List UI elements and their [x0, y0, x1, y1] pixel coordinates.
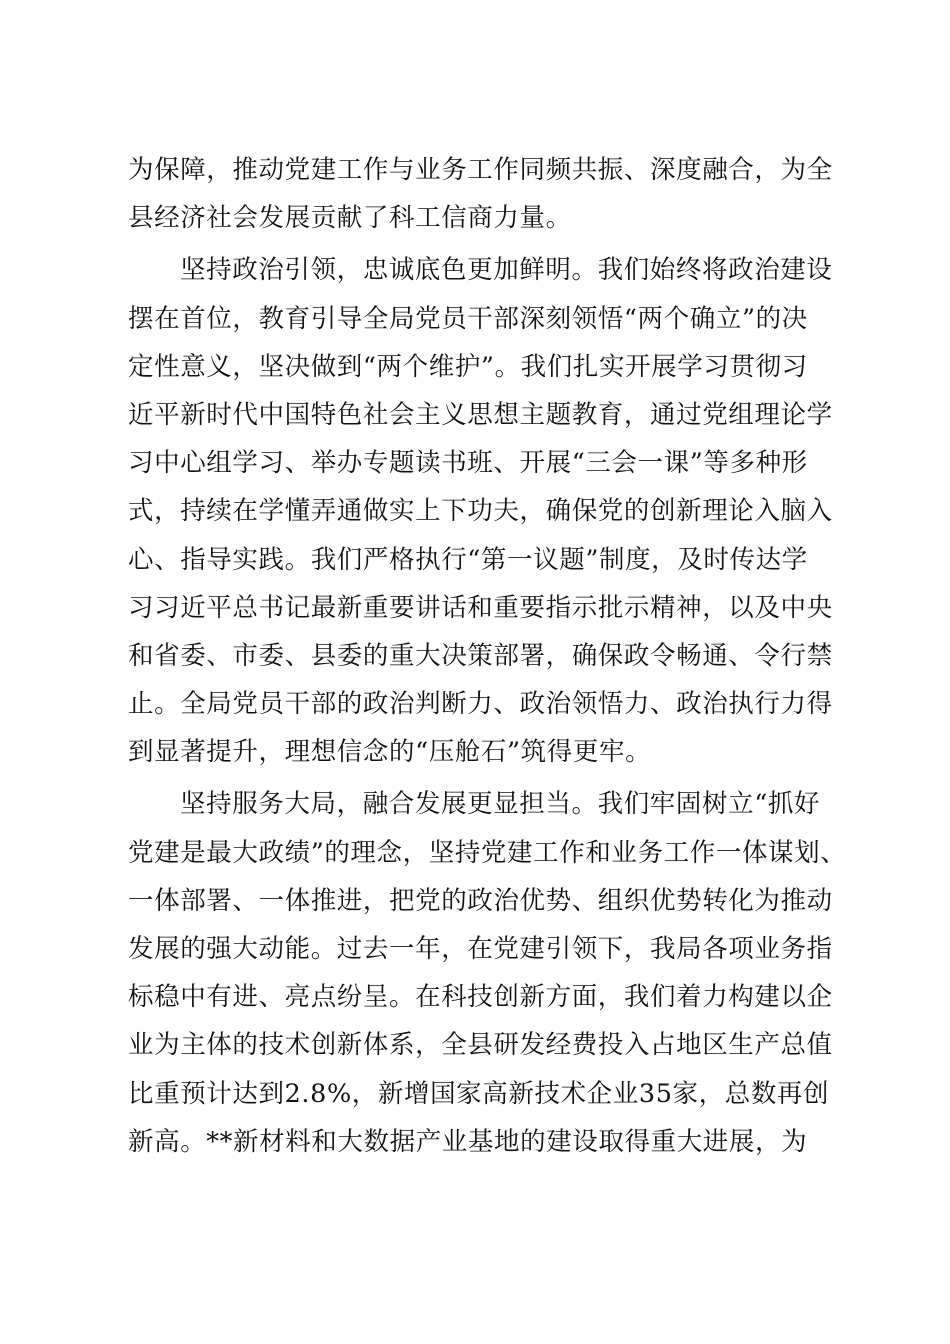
- text-line: 标稳中有进、亮点纷呈。在科技创新方面，我们着力构建以企: [128, 982, 833, 1013]
- paragraph-political-leadership: [128, 246, 833, 776]
- text-line: 心、指导实践。我们严格执行“第一议题”制度，及时传达学: [128, 544, 808, 575]
- text-line: 党建是最大政绩”的理念，坚持党建工作和业务工作一体谋划、: [128, 837, 847, 868]
- text-line: 坚持政治引领，忠诚底色更加鲜明。我们始终将政治建设: [180, 255, 833, 286]
- text-line: 止。全局党员干部的政治判断力、政治领悟力、政治执行力得: [128, 689, 833, 720]
- text-line: 和省委、市委、县委的重大决策部署，确保政令畅通、令行禁: [128, 640, 833, 671]
- text-line: 发展的强大动能。过去一年，在党建引领下，我局各项业务指: [128, 934, 833, 964]
- text-line: 新高。**新材料和大数据产业基地的建设取得重大进展，为: [128, 1126, 808, 1157]
- text-line: 业为主体的技术创新体系，全县研发经费投入占地区生产总值: [128, 1030, 833, 1061]
- text-line: 习习近平总书记最新重要讲话和重要指示批示精神，以及中央: [128, 592, 833, 623]
- text-line: 近平新时代中国特色社会主义思想主题教育，通过党组理论学: [128, 399, 833, 430]
- paragraph: [128, 146, 833, 242]
- paragraph-serve-overall: [128, 780, 847, 1166]
- text-line: 坚持服务大局，融合发展更显担当。我们牢固树立“抓好: [180, 789, 821, 820]
- text-line: 摆在首位，教育引导全局党员干部深刻领悟“两个确立”的决: [128, 303, 808, 334]
- text-line: 县经济社会发展贡献了科工信商力量。: [128, 203, 572, 234]
- text-line: 到显著提升，理想信念的“压舱石”筑得更牢。: [128, 737, 652, 768]
- text-line: 习中心组学习、举办专题读书班、开展“三会一课”等多种形: [128, 448, 808, 479]
- text-line: 式，持续在学懂弄通做实上下功夫，确保党的创新理论入脑入: [128, 496, 833, 527]
- text-line: 定性意义，坚决做到“两个维护”。我们扎实开展学习贯彻习: [128, 351, 808, 382]
- text-line: 比重预计达到2.8%，新增国家高新技术企业35家，总数再创: [128, 1078, 830, 1109]
- document-body: [128, 146, 847, 1166]
- text-line: 为保障，推动党建工作与业务工作同频共振、深度融合，为全: [128, 155, 833, 185]
- text-line: 一体部署、一体推进，把党的政治优势、组织优势转化为推动: [128, 885, 833, 916]
